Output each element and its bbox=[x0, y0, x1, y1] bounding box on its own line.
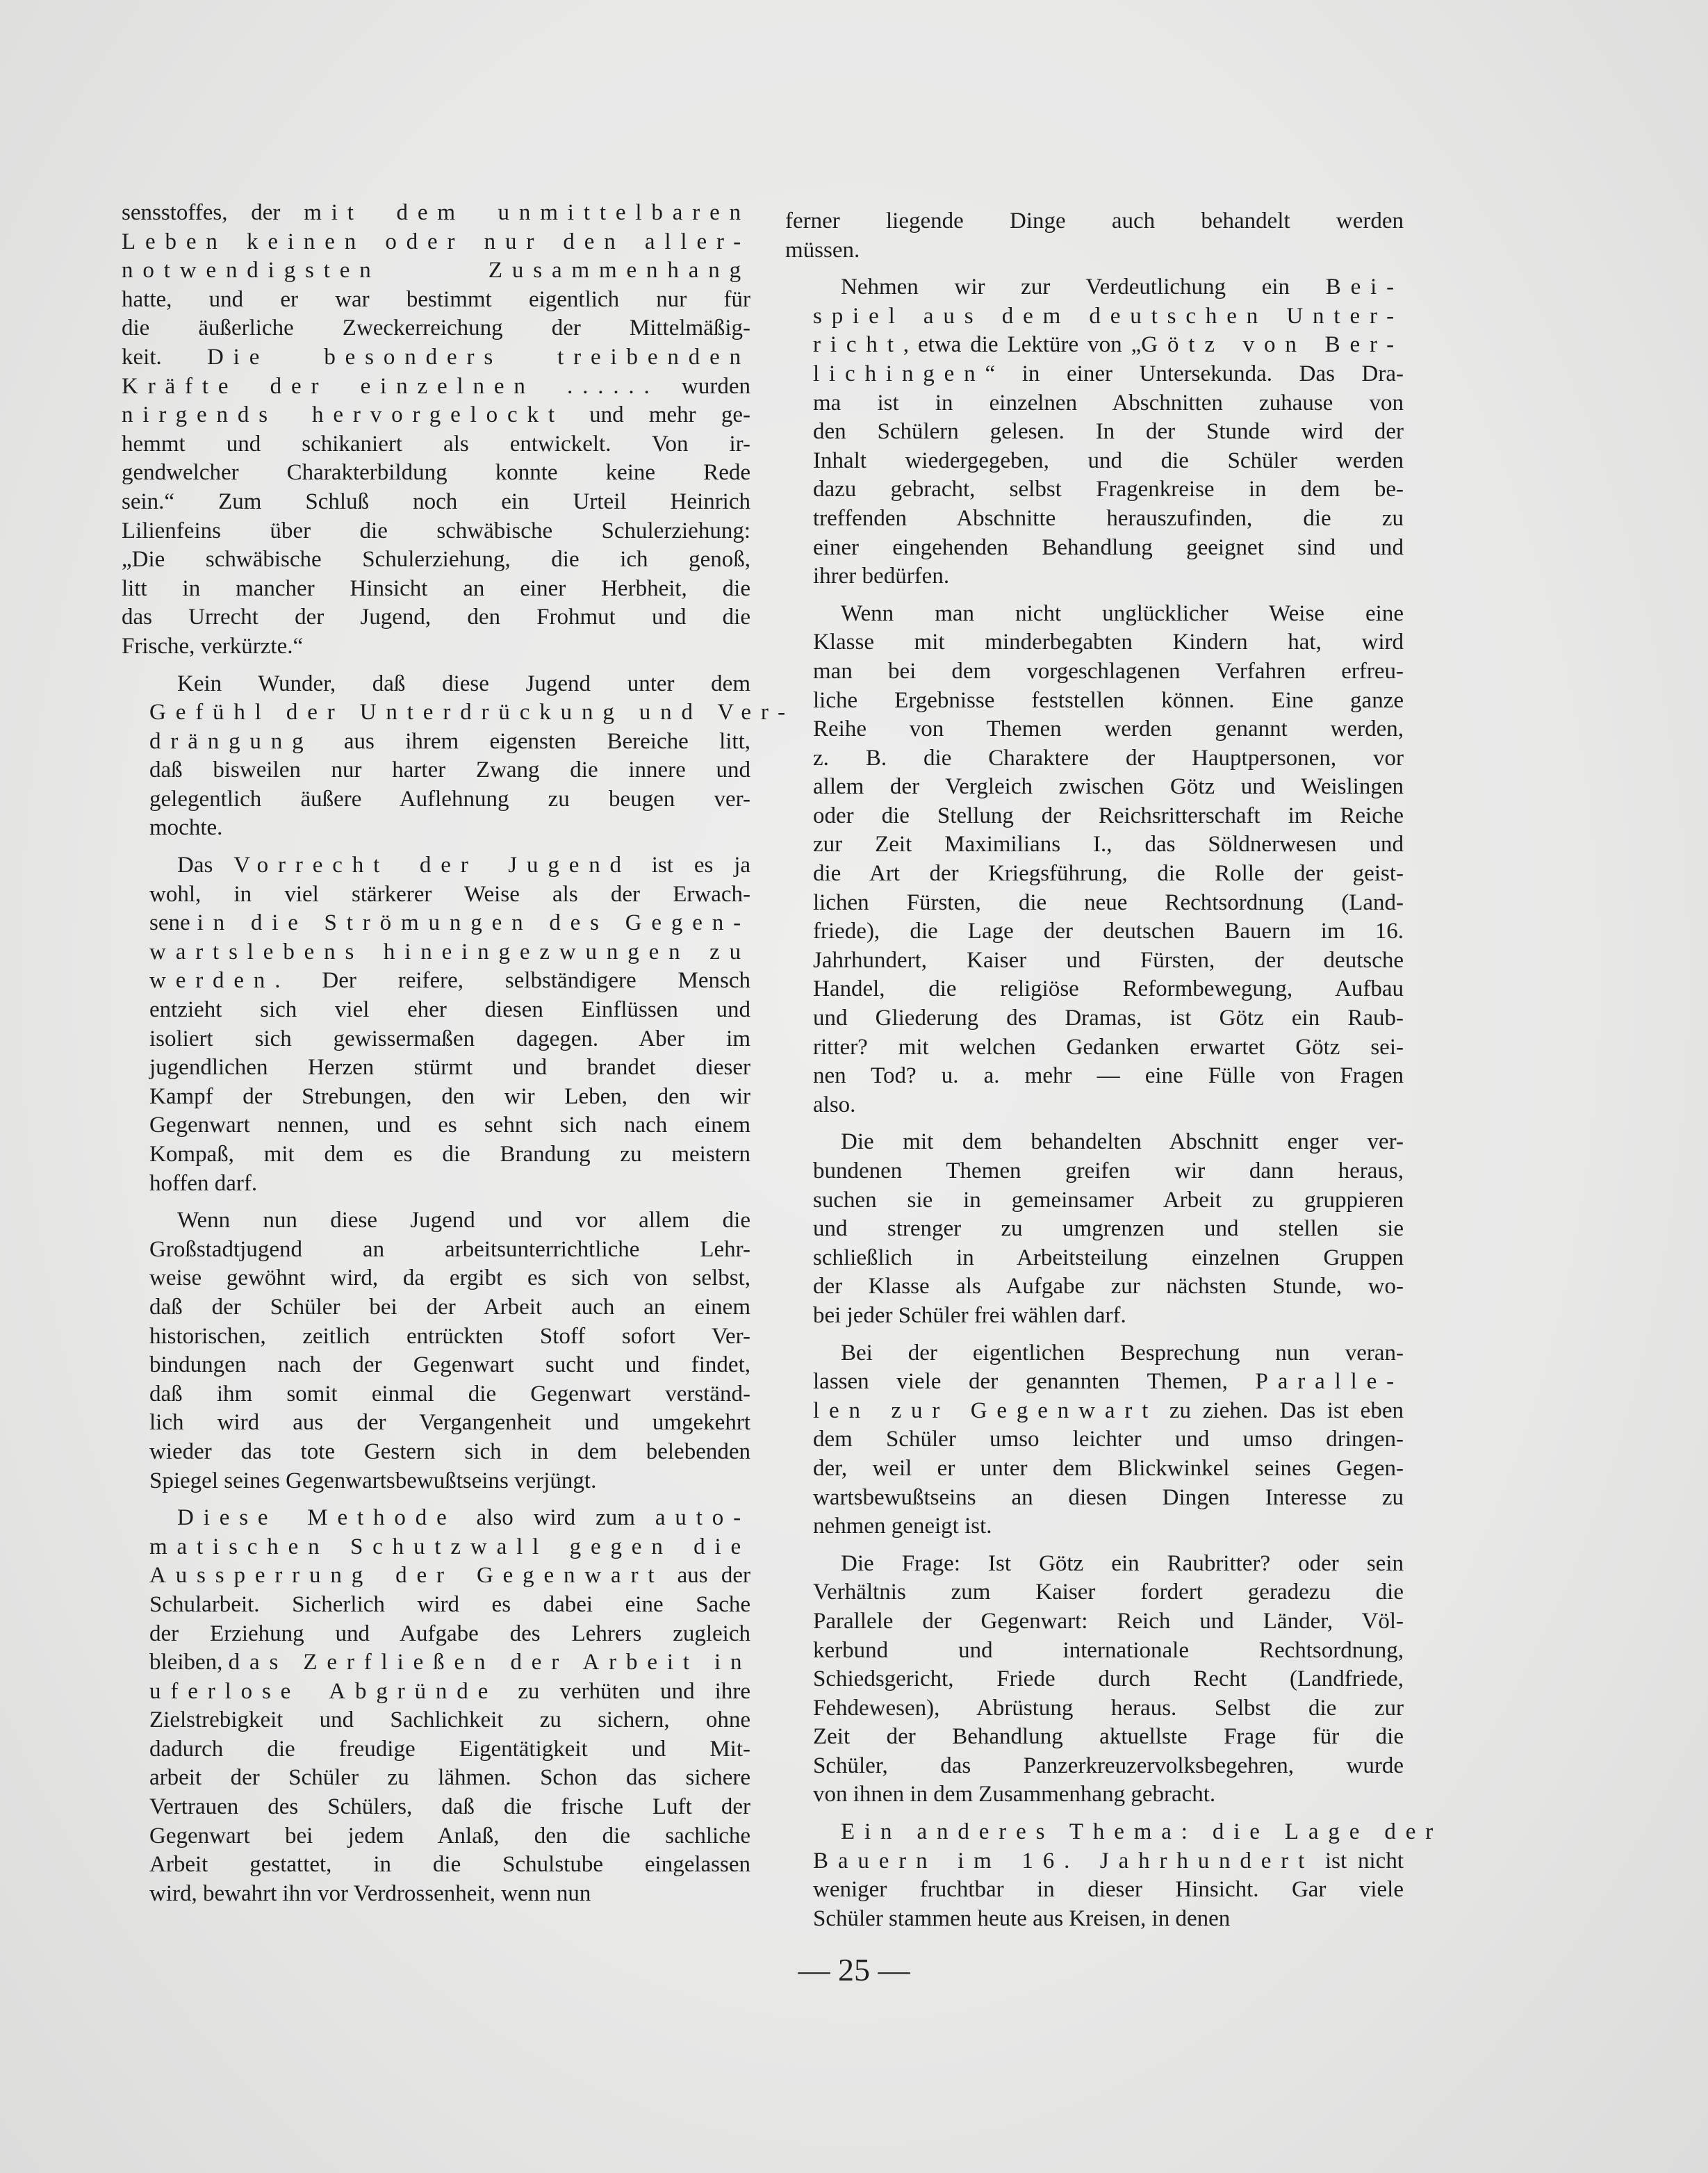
text-line: weniger fruchtbar in dieser Hinsicht. Gar viele bbox=[813, 1877, 1404, 1903]
spaced-emphasis: Diese Methode bbox=[177, 1505, 457, 1531]
text-line: daß der Schüler bei der Arbeit auch an einem bbox=[149, 1294, 750, 1320]
text-line bbox=[122, 256, 750, 286]
text-line: entzieht sich viel eher diesen Einflüssen und bbox=[149, 997, 750, 1023]
text-line: isoliert sich gewissermaßen dagegen. Aber im bbox=[149, 1026, 750, 1051]
text-line: Vertrauen des Schülers, daß die frische Luft der bbox=[149, 1794, 750, 1820]
text-line: oder die Stellung der Reichsritterschaft im Reiche bbox=[813, 803, 1404, 828]
text-line: allem der Vergleich zwischen Götz und Weislingen bbox=[813, 774, 1404, 800]
text-line: gelegentlich äußere Auflehnung zu beugen ver- bbox=[149, 786, 750, 812]
text-line: ritter? mit welchen Gedanken erwartet Götz sei- bbox=[813, 1034, 1404, 1060]
text-line: Fehdewesen), Abrüstung heraus. Selbst die zur bbox=[813, 1695, 1404, 1721]
spaced-emphasis: das Zerfließen der Arbeit in bbox=[228, 1650, 752, 1675]
text-line: Das Vorrecht der Jugend ist es ja bbox=[177, 853, 751, 878]
paragraph bbox=[785, 1818, 1443, 1933]
text-line: arbeit der Schüler zu lähmen. Schon das sichere bbox=[149, 1765, 750, 1791]
text-line: müssen. bbox=[785, 237, 860, 263]
text-line: Zielstrebigkeit und Sachlichkeit zu sichern, ohne bbox=[149, 1707, 750, 1733]
text-line: der, weil er unter dem Blickwinkel seines Gegen- bbox=[813, 1455, 1404, 1481]
spaced-emphasis: richt bbox=[813, 332, 903, 358]
text-line: daß bisweilen nur harter Zwang die innere und bbox=[149, 757, 750, 783]
text-line: litt in mancher Hinsicht an einer Herbheit, die bbox=[122, 575, 750, 601]
text-line: drängung aus ihrem eigensten Bereiche litt, bbox=[149, 728, 750, 754]
text-line: daß ihm somit einmal die Gegenwart verständ- bbox=[149, 1381, 750, 1407]
spaced-emphasis: matischen Schutzwall gegen die bbox=[149, 1534, 750, 1559]
text-line: „Die schwäbische Schulerziehung, die ich genoß, bbox=[122, 547, 750, 573]
text-line: dazu gebracht, selbst Fragenkreise in dem be- bbox=[813, 477, 1404, 502]
text-line: Nehmen wir zur Verdeutlichung ein Bei- bbox=[841, 274, 1404, 300]
text-line: Schüler stammen heute aus Kreisen, in denen bbox=[813, 1905, 1231, 1931]
spaced-emphasis: Ein anderes Thema: die Lage der bbox=[841, 1819, 1443, 1845]
text-line: dem Schüler umso leichter und umso dringen- bbox=[813, 1427, 1404, 1452]
paragraph bbox=[785, 1128, 1404, 1330]
paragraph bbox=[785, 1339, 1404, 1541]
text-line bbox=[122, 228, 750, 257]
text-line: die äußerliche Zweckerreichung der Mittelmäßig- bbox=[122, 315, 750, 341]
text-line: Aussperrung der Gegenwart aus der bbox=[149, 1563, 750, 1589]
text-line: wartsbewußtseins an diesen Dingen Interesse zu bbox=[813, 1484, 1404, 1510]
paragraph bbox=[122, 1504, 750, 1908]
text-line: mochte. bbox=[149, 815, 223, 841]
text-line: einer eingehenden Behandlung geeignet sind und bbox=[813, 534, 1404, 560]
text-line: hoffen darf. bbox=[149, 1170, 258, 1196]
text-line: nirgends hervorgelockt und mehr ge- bbox=[122, 402, 750, 428]
text-line: Spiegel seines Gegenwartsbewußtseins verjüngt. bbox=[149, 1468, 597, 1493]
spaced-emphasis: len zur Gegenwart bbox=[813, 1397, 1158, 1423]
spaced-emphasis: in die Strömungen des Gegen- bbox=[197, 910, 750, 936]
spaced-emphasis: Bauern im 16. Jahrhundert bbox=[813, 1848, 1315, 1873]
spaced-emphasis: auto- bbox=[655, 1505, 751, 1531]
spaced-emphasis: Gefühl der Unterdrückung und Ver- bbox=[149, 700, 795, 725]
paragraph bbox=[122, 851, 750, 1198]
text-line: jugendlichen Herzen stürmt und brandet dieser bbox=[149, 1055, 750, 1081]
text-line bbox=[122, 938, 750, 967]
text-line: man bei dem vorgeschlagenen Verfahren erfreu- bbox=[813, 658, 1404, 684]
text-line: Inhalt wiedergegeben, und die Schüler werden bbox=[813, 448, 1404, 473]
text-line: Schularbeit. Sicherlich wird es dabei eine Sache bbox=[149, 1591, 750, 1617]
paragraph bbox=[785, 207, 1404, 265]
text-line: len zur Gegenwart zu ziehen. Das ist eben bbox=[813, 1397, 1404, 1423]
text-line: Kompaß, mit dem es die Brandung zu meistern bbox=[149, 1142, 750, 1167]
paragraph bbox=[122, 199, 750, 662]
paragraph bbox=[122, 1206, 750, 1495]
text-line: lassen viele der genannten Themen, Paralle- bbox=[813, 1369, 1404, 1395]
text-line: friede), die Lage der deutschen Bauern im 16. bbox=[813, 919, 1404, 944]
text-line: Handel, die religiöse Reformbewegung, Aufbau bbox=[813, 976, 1404, 1002]
spaced-emphasis: Aussperrung der Gegenwart bbox=[149, 1563, 664, 1589]
spaced-emphasis: wartslebens hineingezwungen zu bbox=[149, 939, 750, 965]
text-line: Bauern im 16. Jahrhundert ist nicht bbox=[813, 1848, 1404, 1873]
text-line: der Klasse als Aufgabe zur nächsten Stunde, wo- bbox=[813, 1274, 1404, 1299]
text-line: sensstoffes, der mit dem unmittelbaren bbox=[122, 200, 750, 225]
text-column-left bbox=[122, 199, 795, 1908]
text-line: werden. Der reifere, selbständigere Mensch bbox=[149, 968, 750, 994]
text-line: bundenen Themen greifen wir dann heraus, bbox=[813, 1158, 1404, 1183]
spaced-emphasis: Vorrecht der Jugend bbox=[233, 853, 631, 878]
text-line: hatte, und er war bestimmt eigentlich nur für bbox=[122, 286, 750, 312]
spaced-emphasis: uferlose Abgründe bbox=[149, 1678, 498, 1704]
text-line bbox=[785, 302, 1404, 331]
text-line: Gegenwart bei jedem Anlaß, den die sachliche bbox=[149, 1823, 750, 1848]
paragraph bbox=[785, 1550, 1404, 1810]
text-line: historischen, zeitlich entrückten Stoff sofort Ver- bbox=[149, 1323, 750, 1349]
spaced-emphasis: werden bbox=[149, 968, 275, 994]
paragraph bbox=[785, 600, 1404, 1120]
text-column-right bbox=[785, 207, 1443, 1933]
text-line bbox=[785, 1818, 1443, 1847]
text-line: z. B. die Charaktere der Hauptpersonen, vor bbox=[813, 745, 1404, 771]
text-line: ma ist in einzelnen Abschnitten zuhause von bbox=[813, 390, 1404, 416]
text-line: den Schülern gelesen. In der Stunde wird der bbox=[813, 419, 1404, 445]
spaced-emphasis: Götz von Ber- bbox=[1141, 332, 1404, 358]
spaced-emphasis: Leben keinen oder nur den aller- bbox=[122, 229, 750, 254]
text-line: wieder das tote Gestern sich in dem belebenden bbox=[149, 1438, 750, 1464]
text-line: zur Zeit Maximilians I., das Söldnerwesen und bbox=[813, 832, 1404, 858]
text-line: Schüler, das Panzerkreuzervolksbegehren, wurde bbox=[813, 1753, 1404, 1778]
text-line: liche Ergebnisse feststellen können. Eine ganze bbox=[813, 687, 1404, 713]
text-line: lichingen“ in einer Untersekunda. Das Dra- bbox=[813, 361, 1404, 386]
text-line: Jahrhundert, Kaiser und Fürsten, der deutsche bbox=[813, 947, 1404, 973]
text-line: der Erziehung und Aufgabe des Lehrers zugleich bbox=[149, 1621, 750, 1646]
spaced-emphasis: notwendigsten Zusammenhang bbox=[122, 258, 750, 284]
text-line: hemmt und schikaniert als entwickelt. Von ir- bbox=[122, 431, 750, 457]
text-line: Reihe von Themen werden genannt werden, bbox=[813, 716, 1404, 742]
text-line: dadurch die freudige Eigentätigkeit und Mit- bbox=[149, 1736, 750, 1762]
text-line: von ihnen in dem Zusammenhang gebracht. bbox=[813, 1782, 1216, 1807]
spaced-emphasis: drängung bbox=[149, 728, 313, 754]
text-line: Zeit der Behandlung aktuellste Frage für die bbox=[813, 1724, 1404, 1750]
text-line: Gegenwart nennen, und es sehnt sich nach einem bbox=[149, 1113, 750, 1138]
spaced-emphasis: Bei- bbox=[1325, 274, 1404, 300]
text-line: keit. Die besonders treibenden bbox=[122, 344, 750, 370]
text-line: lichen Fürsten, die neue Rechtsordnung (Land- bbox=[813, 889, 1404, 915]
spaced-emphasis: Die besonders treibenden bbox=[206, 344, 750, 370]
text-line: wird, bewahrt ihn vor Verdrossenheit, wenn nun bbox=[149, 1880, 591, 1906]
text-line: Wenn man nicht unglücklicher Weise eine bbox=[841, 600, 1404, 626]
text-line: Lilienfeins über die schwäbische Schulerziehung: bbox=[122, 518, 750, 543]
text-line: Diese Methode also wird zum auto- bbox=[177, 1505, 751, 1531]
text-line: Verhältnis zum Kaiser fordert geradezu die bbox=[813, 1580, 1404, 1605]
text-line: Kräfte der einzelnen ...... wurden bbox=[122, 373, 750, 399]
text-line: nen Tod? u. a. mehr — eine Fülle von Fragen bbox=[813, 1063, 1404, 1089]
text-line: suchen sie in gemeinsamer Arbeit zu gruppieren bbox=[813, 1187, 1404, 1213]
text-line: Kampf der Strebungen, den wir Leben, den wir bbox=[149, 1083, 750, 1109]
text-line: Frische, verkürzte.“ bbox=[122, 633, 304, 659]
text-line: treffenden Abschnitte herauszufinden, die zu bbox=[813, 505, 1404, 531]
text-line: Bei der eigentlichen Besprechung nun veran- bbox=[841, 1340, 1404, 1366]
paragraph bbox=[122, 670, 795, 844]
text-line: und strenger zu umgrenzen und stellen sie bbox=[813, 1216, 1404, 1242]
page-number: — 25 — bbox=[798, 1952, 910, 1987]
text-line: uferlose Abgründe zu verhüten und ihre bbox=[149, 1678, 750, 1704]
text-line: gendwelcher Charakterbildung konnte keine Rede bbox=[122, 460, 750, 486]
text-line: sein.“ Zum Schluß noch ein Urteil Heinrich bbox=[122, 489, 750, 514]
text-line: die Art der Kriegsführung, die Rolle der geist- bbox=[813, 861, 1404, 887]
text-line: Wenn nun diese Jugend und vor allem die bbox=[177, 1208, 750, 1233]
text-line: Kein Wunder, daß diese Jugend unter dem bbox=[177, 671, 750, 696]
text-line: Parallele der Gegenwart: Reich und Länder, Völ- bbox=[813, 1608, 1404, 1634]
text-line: wohl, in viel stärkerer Weise als der Erwach- bbox=[149, 881, 750, 907]
text-line: lich wird aus der Vergangenheit und umgekehrt bbox=[149, 1410, 750, 1436]
text-line: ihrer bedürfen. bbox=[813, 564, 950, 589]
text-line: bleiben, das Zerfließen der Arbeit in bbox=[149, 1650, 752, 1675]
text-line: Arbeit gestattet, in die Schulstube eingelassen bbox=[149, 1852, 750, 1878]
text-line: Großstadtjugend an arbeitsunterrichtliche Lehr- bbox=[149, 1236, 750, 1262]
text-line: sene in die Strömungen des Gegen- bbox=[149, 910, 750, 936]
text-line bbox=[122, 1533, 750, 1562]
text-line: nehmen geneigt ist. bbox=[813, 1514, 992, 1539]
spaced-emphasis: mit dem unmittelbaren bbox=[304, 200, 750, 225]
text-line: bindungen nach der Gegenwart sucht und findet, bbox=[149, 1352, 750, 1378]
paragraph bbox=[785, 273, 1404, 591]
text-line: richt, etwa die Lektüre von „Götz von Ber- bbox=[813, 332, 1404, 358]
spaced-emphasis: Kräfte der einzelnen ...... bbox=[122, 373, 659, 399]
text-line: ferner liegende Dinge auch behandelt werden bbox=[785, 208, 1404, 233]
text-line: weise gewöhnt wird, da ergibt es sich von selbst, bbox=[149, 1265, 750, 1291]
text-line: schließlich in Arbeitsteilung einzelnen Gruppen bbox=[813, 1245, 1404, 1270]
spaced-emphasis: Paralle- bbox=[1255, 1369, 1404, 1395]
spaced-emphasis: nirgends hervorgelockt bbox=[122, 402, 564, 428]
text-line: Klasse mit minderbegabten Kindern hat, wird bbox=[813, 630, 1404, 655]
text-line bbox=[122, 698, 795, 728]
text-line: Die mit dem behandelten Abschnitt enger ver- bbox=[841, 1129, 1404, 1155]
text-line: Die Frage: Ist Götz ein Raubritter? oder sein bbox=[841, 1550, 1404, 1576]
text-line: kerbund und internationale Rechtsordnung, bbox=[813, 1637, 1404, 1663]
text-line: Schiedsgericht, Friede durch Recht (Landfriede, bbox=[813, 1666, 1404, 1692]
text-line: und Gliederung des Dramas, ist Götz ein Raub- bbox=[813, 1006, 1404, 1031]
text-line: das Urrecht der Jugend, den Frohmut und die bbox=[122, 605, 750, 630]
text-line: bei jeder Schüler frei wählen darf. bbox=[813, 1302, 1126, 1328]
spaced-emphasis: spiel aus dem deutschen Unter- bbox=[813, 303, 1404, 329]
text-line: also. bbox=[813, 1092, 856, 1117]
spaced-emphasis: lichingen bbox=[813, 361, 985, 386]
